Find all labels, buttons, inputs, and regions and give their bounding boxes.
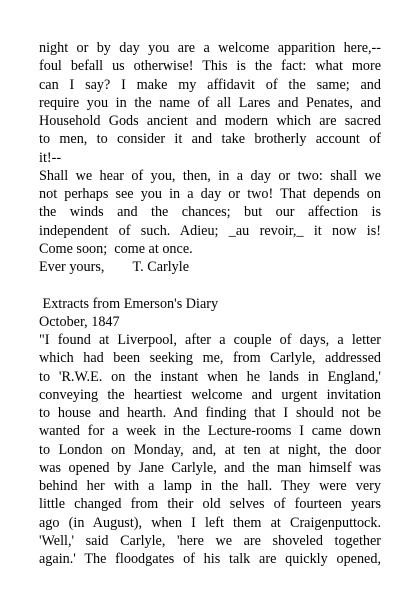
text-line: "I found at Liverpool, after a couple of days, a letter xyxy=(39,332,381,348)
text-line: to house and hearth. And finding that I should not be xyxy=(39,405,381,421)
section-heading: Extracts from Emerson's Diary xyxy=(39,295,219,312)
section-date: October, 1847 xyxy=(39,313,120,330)
document-page xyxy=(39,39,381,568)
text-line: the winds and the chances; but our affection is xyxy=(39,204,381,221)
paragraph-gap xyxy=(39,276,381,294)
text-line: Come soon; come at once. xyxy=(39,240,193,257)
text-line: conveying the heartiest welcome and urgent invitation xyxy=(39,386,381,403)
text-line: again.' The floodgates of his talk are quickly opened, xyxy=(39,551,381,567)
text-line: Shall we hear of you, then, in a day or two: shall we xyxy=(39,167,381,184)
text-line: night or by day you are a welcome apparition here,-- xyxy=(39,40,381,56)
letter-text xyxy=(39,39,381,276)
text-line: was opened by Jane Carlyle, and the man himself was xyxy=(39,459,381,476)
text-line: 'Well,' said Carlyle, 'here we are shoveled together xyxy=(39,532,381,549)
text-line: which had been seeking me, from Carlyle, addressed xyxy=(39,350,381,367)
text-line: require you in the name of all Lares and Penates, and xyxy=(39,94,381,111)
text-line: to London on Monday, and, at ten at night, the door xyxy=(39,441,381,458)
text-line: to 'R.W.E. on the instant when he lands in England,' xyxy=(39,368,381,385)
text-line: behind her with a lamp in the hall. They were very xyxy=(39,478,381,494)
text-line: it!-- xyxy=(39,149,62,166)
text-line: not perhaps see you in a day or two! That depends on xyxy=(39,186,381,202)
text-line: ago (in August), when I left them at Craigenputtock. xyxy=(39,514,381,531)
diary-extract xyxy=(39,295,381,569)
text-line: little changed from their old selves of fourteen years xyxy=(39,496,381,513)
text-line: to men, to consider it and take brotherly account of xyxy=(39,131,381,148)
text-line: Household Gods ancient and modern which are sacred xyxy=(39,113,381,129)
text-line: independent of such. Adieu; _au revoir,_ it now is! xyxy=(39,222,381,239)
text-line: can I say? I make my affidavit of the same; and xyxy=(39,76,381,93)
text-line: wanted for a week in the Lecture-rooms I came down xyxy=(39,423,381,440)
signature-line: Ever yours, T. Carlyle xyxy=(39,259,189,275)
text-line: foul befall us otherwise! This is the fact: what more xyxy=(39,58,381,75)
